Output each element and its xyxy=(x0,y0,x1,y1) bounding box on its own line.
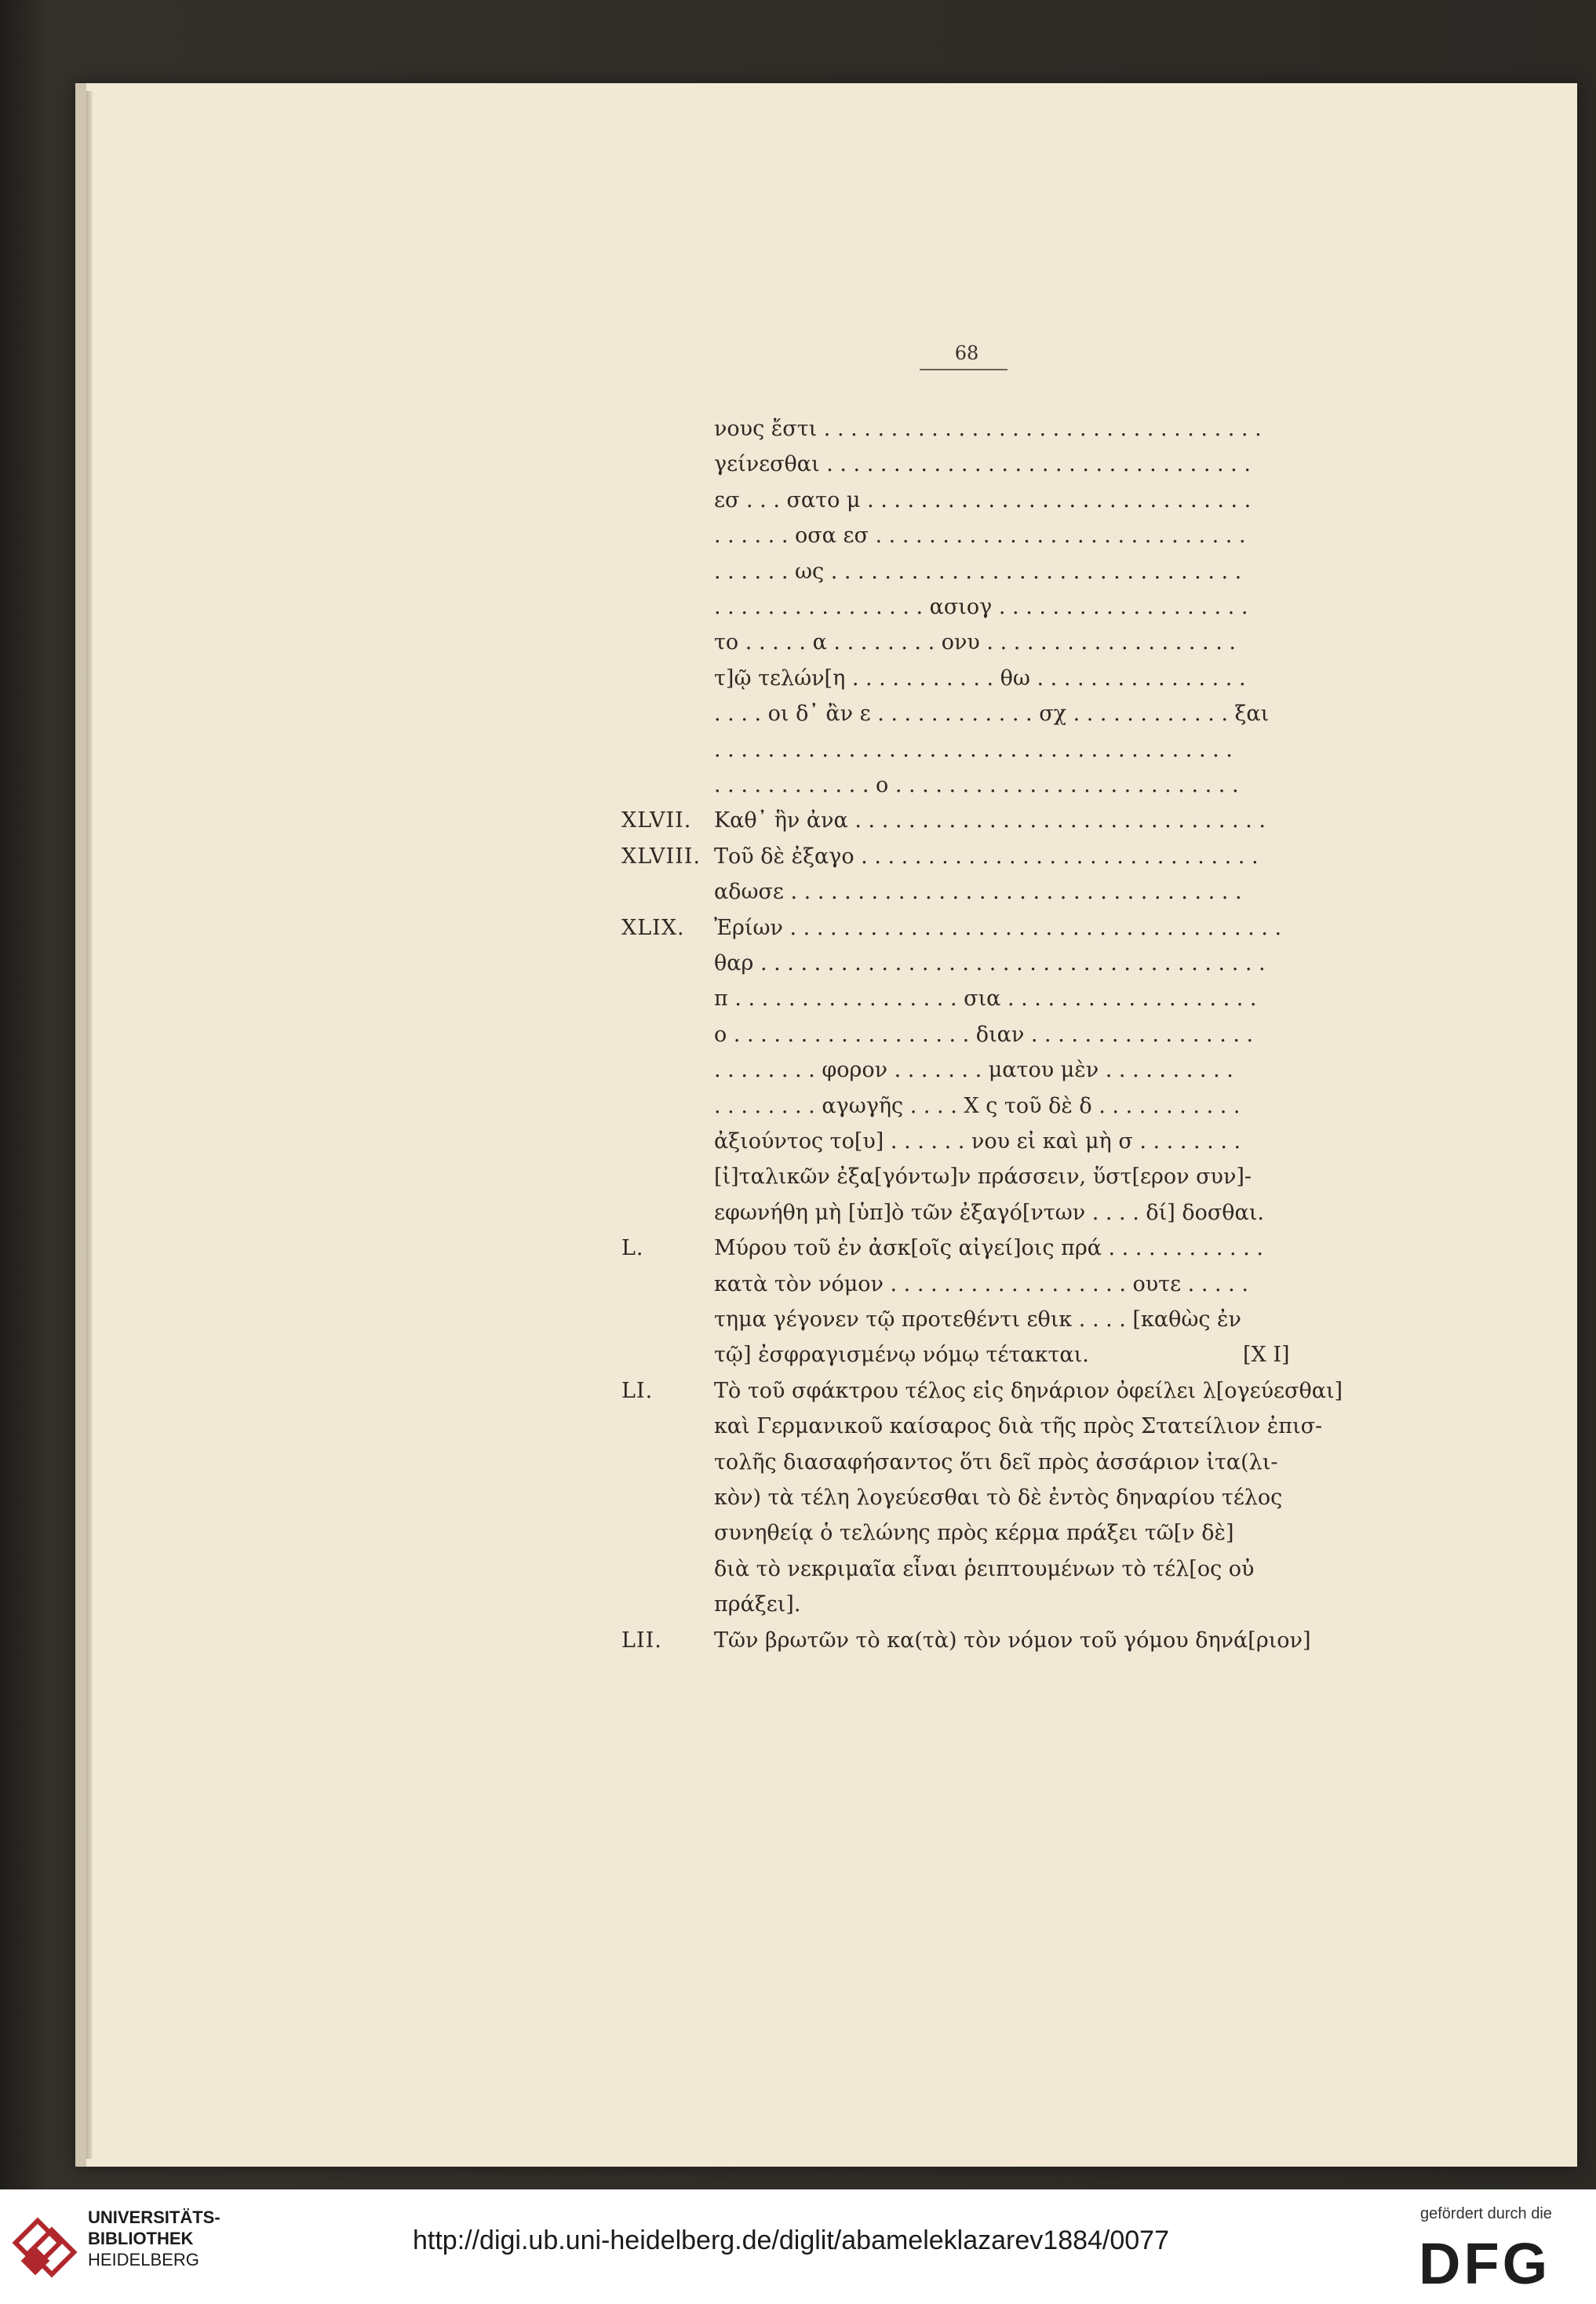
text-line: τημα γέγονεν τῷ προτεθέντι εθικ . . . . [καθὼς ἐν xyxy=(714,1307,1241,1332)
text-line: συνηθείᾳ ὁ τελώνης πρὸς κέρμα πράξει τῶ[ν δὲ] xyxy=(714,1521,1234,1545)
text-line: τολῆς διασαφήσαντος ὅτι δεῖ πρὸς ἀσσάριον ἰτα(λι- xyxy=(714,1450,1278,1475)
text-line: . . . . . . . . αγωγῆς . . . . X ς τοῦ δὲ δ . . . . . . . . . . . xyxy=(714,1094,1241,1118)
text-line: . . . . . . . . . . . . ο . . . . . . . . . . . . . . . . . . . . . . . . . . xyxy=(714,773,1239,797)
text-line: τ]ῷ τελών[η . . . . . . . . . . . θω . . . . . . . . . . . . . . . . xyxy=(714,666,1246,691)
text-line: π . . . . . . . . . . . . . . . . . σια . . . . . . . . . . . . . . . . . . . xyxy=(714,986,1257,1011)
section-number: XLVII. xyxy=(621,808,692,833)
library-logo-icon xyxy=(17,2204,72,2288)
section-number: LI. xyxy=(621,1379,654,1403)
library-name-line2: BIBLIOTHEK xyxy=(88,2229,194,2248)
text-line: το . . . . . α . . . . . . . . ονυ . . . . . . . . . . . . . . . . . . . xyxy=(714,630,1236,654)
text-line: τῷ] ἐσφραγισμένῳ νόμῳ τέτακται. xyxy=(714,1343,1089,1367)
section-number: L. xyxy=(621,1236,644,1260)
library-name-line1: UNIVERSITÄTS- xyxy=(88,2207,220,2227)
text-line: Τοῦ δὲ ἐξαγο . . . . . . . . . . . . . . . . . . . . . . . . . . . . . . xyxy=(714,844,1259,869)
text-line: κατὰ τὸν νόμον . . . . . . . . . . . . . . . . . . ουτε . . . . . xyxy=(714,1272,1248,1296)
text-line: νους ἔστι . . . . . . . . . . . . . . . . . . . . . . . . . . . . . . . . . xyxy=(714,417,1262,441)
section-number: LII. xyxy=(621,1628,662,1653)
text-line: Τὸ τοῦ σφάκτρου τέλος εἰς δηνάριον ὀφείλει λ[ογεύεσθαι] xyxy=(714,1379,1343,1403)
text-line: εφωνήθη μὴ [ὑπ]ὸ τῶν ἐξαγό[ντων . . . . δί] δοσθαι. xyxy=(714,1201,1264,1225)
text-line: . . . . . . . . . . . . . . . . . . . . . . . . . . . . . . . . . . . . . . . xyxy=(714,738,1233,762)
page-number-rule xyxy=(920,369,1008,370)
funder-logo: DFG xyxy=(1419,2231,1551,2296)
section-number: XLIX. xyxy=(621,916,685,940)
bracket-tag: [X I] xyxy=(1243,1343,1290,1367)
text-line: Μύρου τοῦ ἐν ἀσκ[οῖς αἰγεί]οις πρά . . . . . . . . . . . . xyxy=(714,1236,1263,1260)
text-line: κὸν) τὰ τέλη λογεύεσθαι τὸ δὲ ἐντὸς δηναρίου τέλος xyxy=(714,1486,1283,1510)
text-line: . . . . . . . . . . . . . . . . ασιογ . . . . . . . . . . . . . . . . . . . xyxy=(714,595,1248,619)
text-line: Ἐρίων . . . . . . . . . . . . . . . . . . . . . . . . . . . . . . . . . . . . . xyxy=(714,916,1282,940)
section-number: XLVIII. xyxy=(621,844,701,869)
text-line: . . . . . . οσα εσ . . . . . . . . . . . . . . . . . . . . . . . . . . . . xyxy=(714,523,1246,548)
text-line: διὰ τὸ νεκριμαῖα εἶναι ῥειπτουμένων τὸ τέλ[ος οὐ xyxy=(714,1557,1255,1581)
text-line: Καθ᾽ ἣν ἀνα . . . . . . . . . . . . . . . . . . . . . . . . . . . . . . . xyxy=(714,808,1266,833)
text-line: Τῶν βρωτῶν τὸ κα(τὰ) τὸν νόμον τοῦ γόμου δηνά[ριον] xyxy=(714,1628,1311,1653)
source-url-link[interactable]: http://digi.ub.uni-heidelberg.de/diglit/abameleklazarev1884/0077 xyxy=(413,2226,1170,2255)
text-line: ἀξιούντος το[υ] . . . . . . νου εἰ καὶ μὴ σ . . . . . . . . xyxy=(714,1129,1241,1154)
page-binding-edge xyxy=(86,91,93,2159)
text-line: . . . . οι δ᾽ ἂν ε . . . . . . . . . . . . σχ . . . . . . . . . . . . ξαι xyxy=(714,702,1270,726)
text-line: . . . . . . ως . . . . . . . . . . . . . . . . . . . . . . . . . . . . . . . xyxy=(714,560,1242,584)
page-number: 68 xyxy=(954,342,979,364)
text-line: [ἰ]ταλικῶν ἐξα[γόντω]ν πράσσειν, ὕστ[ερον συν]- xyxy=(714,1165,1252,1189)
text-line: ο . . . . . . . . . . . . . . . . . . διαν . . . . . . . . . . . . . . . . . xyxy=(714,1023,1254,1047)
text-line: καὶ Γερμανικοῦ καίσαρος διὰ τῆς πρὸς Στατείλιον ἐπισ- xyxy=(714,1414,1323,1438)
text-line: εσ . . . σατο μ . . . . . . . . . . . . . . . . . . . . . . . . . . . . . xyxy=(714,488,1252,512)
document-page xyxy=(75,83,1577,2167)
funder-label: gefördert durch die xyxy=(1420,2205,1552,2222)
text-line: πράξει]. xyxy=(714,1592,801,1617)
text-line: γείνεσθαι . . . . . . . . . . . . . . . . . . . . . . . . . . . . . . . . xyxy=(714,452,1251,476)
library-name-line3: HEIDELBERG xyxy=(88,2250,199,2269)
text-line: . . . . . . . . φορον . . . . . . . ματου μὲν . . . . . . . . . . xyxy=(714,1058,1233,1082)
text-line: θαρ . . . . . . . . . . . . . . . . . . . . . . . . . . . . . . . . . . . . . . xyxy=(714,951,1266,975)
library-name xyxy=(88,2207,220,2270)
text-line: αδωσε . . . . . . . . . . . . . . . . . . . . . . . . . . . . . . . . . . xyxy=(714,880,1242,904)
